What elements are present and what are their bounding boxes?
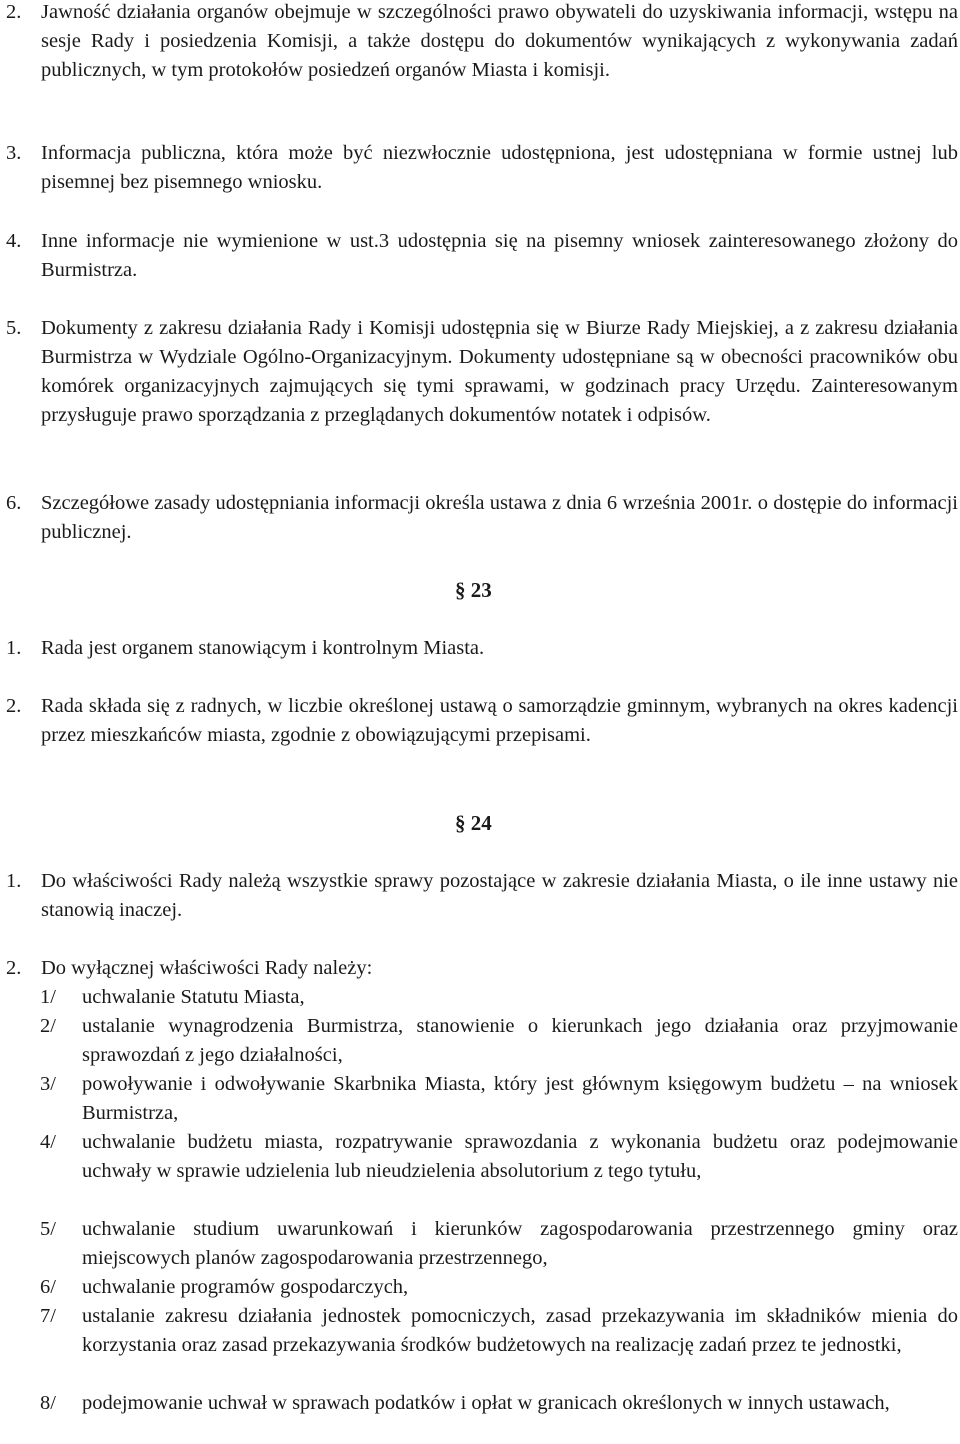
paragraph-5 — [6, 314, 958, 430]
paragraph-number: 1. — [6, 637, 22, 659]
list-item-number: 6/ — [40, 1276, 56, 1298]
list-item-7 — [40, 1302, 958, 1360]
list-item-number: 7/ — [40, 1305, 56, 1327]
paragraph-number: 6. — [6, 492, 22, 514]
list-item-number: 5/ — [40, 1218, 56, 1240]
paragraph-text: Rada jest organem stanowiącym i kontrolnym Miasta. — [41, 637, 485, 659]
paragraph-number: 3. — [6, 142, 22, 164]
paragraph-number: 2. — [6, 695, 22, 717]
list-item-text: podejmowanie uchwał w sprawach podatków i opłat w granicach określonych w innych ustawach, — [82, 1392, 890, 1414]
section-heading-24: § 24 — [455, 811, 492, 835]
list-item-3 — [40, 1070, 958, 1128]
paragraph-text: Informacja publiczna, która może być niezwłocznie udostępniona, jest udostępniana w formie ustnej lub pisemnej bez pisemnego wniosku. — [41, 142, 958, 193]
list-item-4 — [40, 1128, 958, 1186]
paragraph-number: 1. — [6, 870, 22, 892]
paragraph-number: 4. — [6, 230, 22, 252]
paragraph-text: Szczegółowe zasady udostępniania informacji określa ustawa z dnia 6 września 2001r. o dostępie do informacji publicznej. — [41, 492, 958, 543]
list-item-number: 1/ — [40, 986, 56, 1008]
list-item-text: ustalanie wynagrodzenia Burmistrza, stanowienie o kierunkach jego działania oraz przyjmowanie sprawozdań z jego działalności, — [82, 1015, 958, 1066]
list-item-number: 8/ — [40, 1392, 56, 1414]
section-heading-23: § 23 — [455, 578, 492, 602]
list-item-6 — [40, 1273, 958, 1302]
paragraph-text: Jawność działania organów obejmuje w szczególności prawo obywateli do uzyskiwania informacji, wstępu na sesje Rady i posiedzenia Komisji, a także dostępu do dokumentów wynikających z wykonywania zadań publicznych, w tym protokołów posiedzeń organów Miasta i komisji. — [41, 1, 958, 81]
paragraph-2 — [6, 0, 958, 85]
paragraph-number: 2. — [6, 1, 22, 23]
list-item-text: uchwalanie Statutu Miasta, — [82, 986, 305, 1008]
list-item-text: uchwalanie programów gospodarczych, — [82, 1276, 409, 1298]
section-23-paragraph-1 — [6, 634, 958, 663]
paragraph-6 — [6, 489, 958, 547]
section-24-paragraph-1 — [6, 867, 958, 925]
list-item-number: 4/ — [40, 1131, 56, 1153]
list-item-number: 2/ — [40, 1015, 56, 1037]
paragraph-text: Do wyłącznej właściwości Rady należy: — [41, 957, 373, 979]
section-23-paragraph-2 — [6, 692, 958, 750]
list-item-text: uchwalanie budżetu miasta, rozpatrywanie sprawozdania z wykonania budżetu oraz podejmowanie uchwały w sprawie udzielenia lub nieudzielenia absolutorium z tego tytułu, — [82, 1131, 958, 1182]
list-item-number: 3/ — [40, 1073, 56, 1095]
list-item-text: uchwalanie studium uwarunkowań i kierunków zagospodarowania przestrzennego gminy oraz miejscowych planów zagospodarowania przestrzennego, — [82, 1218, 958, 1269]
paragraph-number: 5. — [6, 317, 22, 339]
list-item-8 — [40, 1389, 958, 1418]
paragraph-text: Do właściwości Rady należą wszystkie sprawy pozostające w zakresie działania Miasta, o ile inne ustawy nie stanowią inaczej. — [41, 870, 958, 921]
list-item-5 — [40, 1215, 958, 1273]
paragraph-number: 2. — [6, 957, 22, 979]
list-item-2 — [40, 1012, 958, 1070]
list-item-text: powoływanie i odwoływanie Skarbnika Miasta, który jest głównym księgowym budżetu – na wniosek Burmistrza, — [82, 1073, 958, 1124]
paragraph-3 — [6, 139, 958, 197]
section-24-paragraph-2 — [6, 954, 958, 983]
list-item-1 — [40, 983, 958, 1012]
paragraph-text: Rada składa się z radnych, w liczbie określonej ustawą o samorządzie gminnym, wybranych na okres kadencji przez mieszkańców miasta, zgodnie z obowiązującymi przepisami. — [41, 695, 958, 746]
list-item-text: ustalanie zakresu działania jednostek pomocniczych, zasad przekazywania im składników mienia do korzystania oraz zasad przekazywania środków budżetowych na realizację zadań przez te jednostki, — [82, 1305, 958, 1356]
paragraph-text: Inne informacje nie wymienione w ust.3 udostępnia się na pisemny wniosek zainteresowanego złożony do Burmistrza. — [41, 230, 958, 281]
paragraph-4 — [6, 227, 958, 285]
paragraph-text: Dokumenty z zakresu działania Rady i Komisji udostępnia się w Biurze Rady Miejskiej, a z zakresu działania Burmistrza w Wydziale Ogólno-Organizacyjnym. Dokumenty udostępniane są w obecności pracowników obu komórek organizacyjnych zajmujących się tymi sprawami, w godzinach pracy Urzędu. Zainteresowanym przysługuje prawo sporządzania z przeglądanych dokumentów notatek i odpisów. — [41, 317, 958, 426]
